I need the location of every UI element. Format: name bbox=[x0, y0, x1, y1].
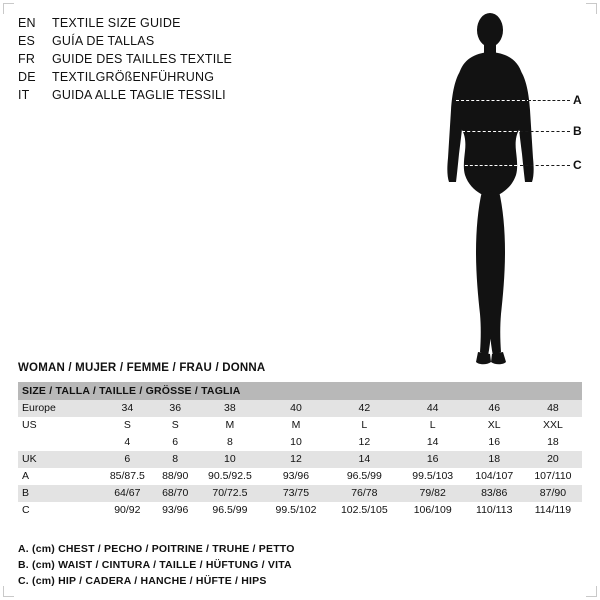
category-title: WOMAN / MUJER / FEMME / FRAU / DONNA bbox=[18, 362, 266, 374]
row-label bbox=[18, 434, 100, 451]
cell: 8 bbox=[155, 451, 196, 468]
cell: 114/119 bbox=[524, 502, 582, 519]
legend-row-b: B. (cm) WAIST / CINTURA / TAILLE / HÜFTUNG / VITA bbox=[18, 559, 292, 571]
cell: 70/72.5 bbox=[196, 485, 264, 502]
cell: 16 bbox=[401, 451, 465, 468]
cell: 99.5/102 bbox=[264, 502, 328, 519]
language-title-block bbox=[18, 14, 348, 104]
cell: 42 bbox=[328, 400, 401, 417]
cell: 96.5/99 bbox=[196, 502, 264, 519]
cell: M bbox=[196, 417, 264, 434]
cell: 10 bbox=[196, 451, 264, 468]
cell: 36 bbox=[155, 400, 196, 417]
cell: 99.5/103 bbox=[401, 468, 465, 485]
table-row bbox=[18, 434, 582, 451]
cell: 79/82 bbox=[401, 485, 465, 502]
cell: 6 bbox=[100, 451, 155, 468]
cell: 6 bbox=[155, 434, 196, 451]
cell: 110/113 bbox=[465, 502, 524, 519]
cell: 12 bbox=[264, 451, 328, 468]
measurement-legend bbox=[18, 541, 538, 589]
cell: 14 bbox=[328, 451, 401, 468]
cell: 90/92 bbox=[100, 502, 155, 519]
table-row bbox=[18, 451, 582, 468]
table-row bbox=[18, 400, 582, 417]
measure-line-a-outer bbox=[528, 100, 570, 101]
language-code-es: ES bbox=[18, 34, 36, 48]
cell: 64/67 bbox=[100, 485, 155, 502]
measure-line-b-inner bbox=[462, 131, 522, 132]
language-row-en bbox=[18, 14, 348, 32]
measure-line-c-inner bbox=[460, 165, 522, 166]
legend-row-a: A. (cm) CHEST / PECHO / POITRINE / TRUHE / PETTO bbox=[18, 543, 295, 555]
cell: S bbox=[155, 417, 196, 434]
size-table bbox=[18, 382, 582, 519]
cell: 20 bbox=[524, 451, 582, 468]
cell: L bbox=[328, 417, 401, 434]
cell: 68/70 bbox=[155, 485, 196, 502]
row-label: US bbox=[18, 417, 100, 434]
cell: 76/78 bbox=[328, 485, 401, 502]
corner-mark-top-left bbox=[3, 3, 14, 14]
corner-mark-bottom-right bbox=[586, 586, 597, 597]
cell: 10 bbox=[264, 434, 328, 451]
cell: 102.5/105 bbox=[328, 502, 401, 519]
cell: XXL bbox=[524, 417, 582, 434]
cell: 83/86 bbox=[465, 485, 524, 502]
cell: 40 bbox=[264, 400, 328, 417]
cell: 93/96 bbox=[155, 502, 196, 519]
cell: 44 bbox=[401, 400, 465, 417]
language-code-en: EN bbox=[18, 16, 36, 30]
table-header-label: SIZE / TALLA / TAILLE / GRÖSSE / TAGLIA bbox=[18, 382, 582, 400]
cell: 87/90 bbox=[524, 485, 582, 502]
table-row bbox=[18, 502, 582, 519]
cell: 104/107 bbox=[465, 468, 524, 485]
cell: 106/109 bbox=[401, 502, 465, 519]
cell: 96.5/99 bbox=[328, 468, 401, 485]
row-label: B bbox=[18, 485, 100, 502]
cell: 107/110 bbox=[524, 468, 582, 485]
cell: 18 bbox=[465, 451, 524, 468]
table-row bbox=[18, 417, 582, 434]
cell: 90.5/92.5 bbox=[196, 468, 264, 485]
language-text-es: GUÍA DE TALLAS bbox=[52, 34, 155, 48]
cell: M bbox=[264, 417, 328, 434]
language-row-fr bbox=[18, 50, 348, 68]
table-header-row bbox=[18, 382, 582, 400]
row-label: C bbox=[18, 502, 100, 519]
language-code-de: DE bbox=[18, 70, 36, 84]
table-row bbox=[18, 485, 582, 502]
cell: 85/87.5 bbox=[100, 468, 155, 485]
corner-mark-bottom-left bbox=[3, 586, 14, 597]
language-row-it bbox=[18, 86, 348, 104]
cell: 8 bbox=[196, 434, 264, 451]
cell: 4 bbox=[100, 434, 155, 451]
body-silhouette-icon bbox=[408, 8, 598, 373]
cell: 14 bbox=[401, 434, 465, 451]
cell: 16 bbox=[465, 434, 524, 451]
language-code-it: IT bbox=[18, 88, 30, 102]
row-label: UK bbox=[18, 451, 100, 468]
cell: 73/75 bbox=[264, 485, 328, 502]
legend-row-c: C. (cm) HIP / CADERA / HANCHE / HÜFTE / HIPS bbox=[18, 575, 267, 587]
measure-label-c: C bbox=[573, 158, 582, 172]
language-text-fr: GUIDE DES TAILLES TEXTILE bbox=[52, 52, 233, 66]
measure-label-a: A bbox=[573, 93, 582, 107]
measure-line-c-outer bbox=[520, 165, 570, 166]
language-text-de: TEXTILGRÖßENFÜHRUNG bbox=[52, 70, 215, 84]
cell: 12 bbox=[328, 434, 401, 451]
row-label: Europe bbox=[18, 400, 100, 417]
cell: 46 bbox=[465, 400, 524, 417]
cell: 18 bbox=[524, 434, 582, 451]
language-row-de bbox=[18, 68, 348, 86]
cell: 93/96 bbox=[264, 468, 328, 485]
row-label: A bbox=[18, 468, 100, 485]
cell: XL bbox=[465, 417, 524, 434]
cell: 88/90 bbox=[155, 468, 196, 485]
measure-label-b: B bbox=[573, 124, 582, 138]
cell: 34 bbox=[100, 400, 155, 417]
language-text-en: TEXTILE SIZE GUIDE bbox=[52, 16, 181, 30]
cell: S bbox=[100, 417, 155, 434]
cell: L bbox=[401, 417, 465, 434]
female-silhouette-figure bbox=[408, 8, 598, 373]
measure-line-b-outer bbox=[520, 131, 570, 132]
language-row-es bbox=[18, 32, 348, 50]
measure-line-a-inner bbox=[456, 100, 530, 101]
cell: 48 bbox=[524, 400, 582, 417]
cell: 38 bbox=[196, 400, 264, 417]
table-row bbox=[18, 468, 582, 485]
language-text-it: GUIDA ALLE TAGLIE TESSILI bbox=[52, 88, 226, 102]
language-code-fr: FR bbox=[18, 52, 36, 66]
